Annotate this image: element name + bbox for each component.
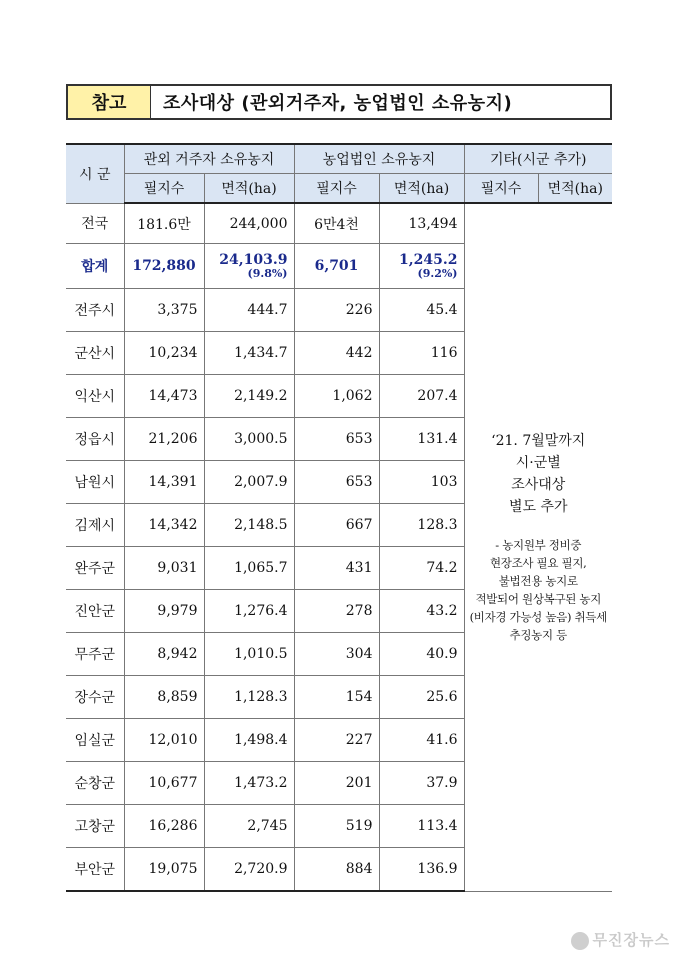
region-cell: 합계 [66,244,124,289]
note-cell [464,203,612,891]
value-cell [379,244,464,289]
region-cell: 순창군 [66,762,124,805]
header-sub: 면적(ha) [538,174,612,204]
value-cell: 1,010.5 [204,633,294,676]
value-cell: 2,745 [204,805,294,848]
region-cell: 남원시 [66,461,124,504]
region-cell: 익산시 [66,375,124,418]
value-cell: 16,286 [124,805,204,848]
value-cell: 244,000 [204,203,294,244]
total-corp-area-value: 1,245.2 [399,252,458,268]
note-sub-line: (비자경 가능성 높음) 취득세 [469,610,607,624]
region-cell: 무주군 [66,633,124,676]
value-cell: 444.7 [204,289,294,332]
note-line: ‘21. 7월말까지 [491,433,586,449]
value-cell: 13,494 [379,203,464,244]
logo-icon [571,932,589,950]
value-cell: 14,473 [124,375,204,418]
value-cell: 116 [379,332,464,375]
region-cell: 임실군 [66,719,124,762]
region-cell: 군산시 [66,332,124,375]
value-cell: 9,979 [124,590,204,633]
value-cell: 19,075 [124,848,204,892]
value-cell: 1,065.7 [204,547,294,590]
value-cell: 653 [294,461,379,504]
value-cell: 3,375 [124,289,204,332]
header-sub: 면적(ha) [204,174,294,204]
value-cell: 304 [294,633,379,676]
table-row-national [66,203,612,244]
value-cell: 1,434.7 [204,332,294,375]
value-cell: 74.2 [379,547,464,590]
value-cell: 14,342 [124,504,204,547]
value-cell: 431 [294,547,379,590]
note-line: 조사대상 [511,477,566,493]
value-cell: 1,473.2 [204,762,294,805]
note-sub-line: 추징농지 등 [509,628,567,642]
header-group-nonresident: 관외 거주자 소유농지 [124,144,294,174]
survey-table [66,143,612,892]
region-cell: 전주시 [66,289,124,332]
region-cell: 부안군 [66,848,124,892]
title-box [66,84,612,120]
header-group-other: 기타(시군 추가) [464,144,612,174]
note-sub-line: - 농지원부 정비중 [495,538,582,552]
value-cell: 442 [294,332,379,375]
value-cell: 9,031 [124,547,204,590]
region-cell: 완주군 [66,547,124,590]
region-cell: 정읍시 [66,418,124,461]
page-title: 조사대상 (관외거주자, 농업법인 소유농지) [163,93,513,114]
value-cell: 3,000.5 [204,418,294,461]
value-cell: 14,391 [124,461,204,504]
value-cell: 667 [294,504,379,547]
title-tag: 참고 [68,86,151,118]
note-line: 별도 추가 [508,499,568,515]
value-cell: 2,149.2 [204,375,294,418]
header-region: 시 군 [66,144,124,203]
value-cell: 37.9 [379,762,464,805]
value-cell: 226 [294,289,379,332]
value-cell: 2,720.9 [204,848,294,892]
value-cell: 10,677 [124,762,204,805]
header-sub: 필지수 [124,174,204,204]
value-cell: 2,007.9 [204,461,294,504]
value-cell: 8,942 [124,633,204,676]
value-cell: 43.2 [379,590,464,633]
value-cell: 113.4 [379,805,464,848]
note-sub [465,536,613,644]
total-area-pct: (9.8%) [247,267,288,280]
watermark [571,929,670,950]
value-cell: 1,498.4 [204,719,294,762]
value-cell: 8,859 [124,676,204,719]
value-cell: 201 [294,762,379,805]
value-cell: 1,128.3 [204,676,294,719]
value-cell [204,244,294,289]
value-cell: 21,206 [124,418,204,461]
value-cell: 172,880 [124,244,204,289]
value-cell: 519 [294,805,379,848]
value-cell: 10,234 [124,332,204,375]
header-sub: 면적(ha) [379,174,464,204]
region-cell: 고창군 [66,805,124,848]
value-cell: 154 [294,676,379,719]
region-cell: 장수군 [66,676,124,719]
value-cell: 278 [294,590,379,633]
total-area-value: 24,103.9 [219,252,288,268]
value-cell: 181.6만 [124,203,204,244]
value-cell: 40.9 [379,633,464,676]
value-cell: 1,062 [294,375,379,418]
value-cell: 25.6 [379,676,464,719]
value-cell: 2,148.5 [204,504,294,547]
value-cell: 103 [379,461,464,504]
value-cell: 1,276.4 [204,590,294,633]
note-sub-line: 불법전용 농지로 [498,574,578,588]
region-cell: 진안군 [66,590,124,633]
value-cell: 41.6 [379,719,464,762]
value-cell: 131.4 [379,418,464,461]
value-cell: 653 [294,418,379,461]
value-cell: 45.4 [379,289,464,332]
note-sub-line: 적발되어 원상복구된 농지 [475,592,602,606]
header-sub: 필지수 [294,174,379,204]
value-cell: 12,010 [124,719,204,762]
value-cell: 227 [294,719,379,762]
header-group-corporation: 농업법인 소유농지 [294,144,464,174]
note-sub-line: 현장조사 필요 필지, [489,556,587,570]
watermark-text: 무진장뉴스 [592,931,670,949]
header-sub: 필지수 [464,174,538,204]
value-cell: 6만4천 [294,203,379,244]
value-cell: 136.9 [379,848,464,892]
region-cell: 김제시 [66,504,124,547]
total-corp-area-pct: (9.2%) [417,267,458,280]
note-line: 시·군별 [515,455,561,471]
value-cell: 6,701 [294,244,379,289]
value-cell: 884 [294,848,379,892]
value-cell: 128.3 [379,504,464,547]
value-cell: 207.4 [379,375,464,418]
region-cell: 전국 [66,203,124,244]
